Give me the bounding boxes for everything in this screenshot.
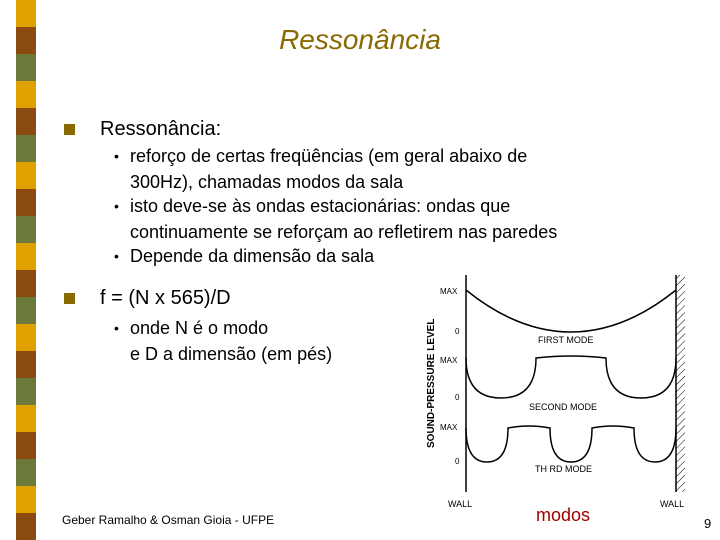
second-mode-curve xyxy=(466,356,676,398)
slide-title: Ressonância xyxy=(279,24,441,55)
right-wall-hatch xyxy=(676,275,685,492)
bullet-heading-ressonancia: Ressonância: xyxy=(100,118,222,140)
sub-bullet-line: e D a dimensão (em pés) xyxy=(130,344,333,364)
y-axis-label: SOUND-PRESSURE LEVEL xyxy=(426,318,437,448)
zero-label: 0 xyxy=(455,393,460,402)
sub-bullet-line: reforço de certas freqüências (em geral abaixo de xyxy=(130,146,528,166)
footer-credits: Geber Ramalho & Osman Gioia - UFPE xyxy=(62,513,275,527)
sub-bullet-dot: • xyxy=(114,320,119,336)
second-mode-label: SECOND MODE xyxy=(529,402,598,412)
sub-bullet-dot: • xyxy=(114,148,119,164)
sub-bullet-line: 300Hz), chamadas modos da sala xyxy=(130,172,404,192)
third-mode-curve xyxy=(466,426,676,462)
sub-bullet-line: continuamente se reforçam ao refletirem nas paredes xyxy=(130,222,558,242)
page-number: 9 xyxy=(704,516,712,531)
max-label: MAX xyxy=(440,287,458,296)
sub-bullet-dot: • xyxy=(114,198,119,214)
wall-right-label: WALL xyxy=(660,499,685,509)
max-label: MAX xyxy=(440,356,458,365)
zero-label: 0 xyxy=(455,457,460,466)
max-label: MAX xyxy=(440,423,458,432)
zero-label: 0 xyxy=(455,327,460,336)
third-mode-label: TH RD MODE xyxy=(535,464,592,474)
first-mode-curve xyxy=(466,290,676,332)
wall-left-label: WALL xyxy=(448,499,473,509)
sub-bullet-line: onde N é o modo xyxy=(130,318,269,338)
sub-bullet-dot: • xyxy=(114,248,119,264)
bullet-heading-formula: f = (N x 565)/D xyxy=(100,287,231,309)
figure-caption: modos xyxy=(536,505,591,525)
first-mode-label: FIRST MODE xyxy=(538,335,594,345)
sub-bullet-line: Depende da dimensão da sala xyxy=(130,246,375,266)
sub-bullet-line: isto deve-se às ondas estacionárias: ondas que xyxy=(130,196,511,216)
